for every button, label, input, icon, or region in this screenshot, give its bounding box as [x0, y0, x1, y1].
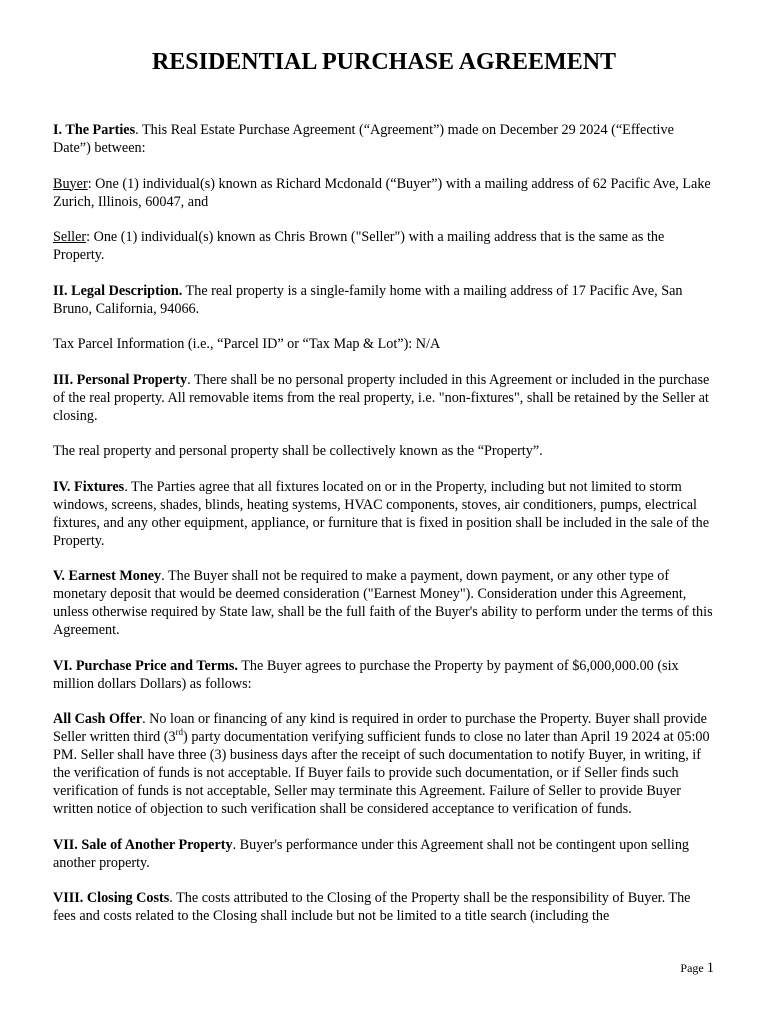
section-text: . The Parties agree that all fixtures located on or in the Property, including but not limited to storm windows, screens, shades, blinds, heating systems, HVAC components, stoves, air conditioners, pumps, electrical fixtures, and any other equipment, appliance, or furniture that is fixed in position shall be included in the sale of the Property. [53, 478, 709, 549]
section-heading: VIII. Closing Costs [53, 890, 170, 906]
section-text: . There shall be no personal property included in this Agreement or included in the purchase of the real property. All removable items from the real property, i.e. "non-fixtures", shall be retained by the Seller at closing. [53, 371, 710, 424]
section-heading: II. Legal Description. [53, 282, 183, 299]
seller-text: : One (1) individual(s) known as Chris Brown ("Seller") with a mailing address that is the same as the Property. [53, 229, 665, 263]
section-text: The Buyer agrees to purchase the Property by payment of $6,000,000.00 (six million dollars Dollars) as follows: [53, 657, 679, 692]
section-cash-offer [53, 710, 715, 818]
section-sale-of-another-property [53, 836, 715, 872]
buyer-label: Buyer [53, 175, 88, 192]
section-closing-costs [53, 889, 715, 925]
section-personal-property [53, 371, 715, 425]
page-label: Page [680, 961, 707, 975]
section-text: . The costs attributed to the Closing of the Property shall be the responsibility of Buyer. The fees and costs related to the Closing shall include but not be limited to a title search (including the [53, 890, 691, 924]
section-fixtures [53, 478, 715, 550]
document-title: RESIDENTIAL PURCHASE AGREEMENT [151, 49, 617, 75]
seller-label: Seller [53, 229, 87, 245]
section-earnest-money [53, 567, 715, 639]
section-heading: V. Earnest Money [53, 568, 162, 584]
section-purchase-price [53, 657, 715, 693]
section-heading: All Cash Offer [53, 711, 143, 727]
section-heading: I. The Parties [53, 122, 136, 138]
seller-paragraph [53, 228, 715, 264]
section-text: . The Buyer shall not be required to make a payment, down payment, or any other type of monetary deposit that would be deemed consideration ("Earnest Money"). Consideration under this Agreement, unless otherwise required by State law, shall be the full faith of the Buyer's ability to perform under the terms of this Agreement. [53, 568, 713, 638]
document-body [53, 121, 715, 943]
section-heading: VII. Sale of Another Property [53, 836, 233, 853]
section-parties [53, 121, 715, 157]
section-heading: III. Personal Property [53, 371, 188, 388]
buyer-paragraph [53, 175, 715, 211]
page-footer [680, 959, 714, 977]
section-text: The real property is a single-family home with a mailing address of 17 Pacific Ave, San Bruno, California, 94066. [53, 282, 683, 317]
tax-parcel-paragraph: Tax Parcel Information (i.e., “Parcel ID” or “Tax Map & Lot”): N/A [53, 336, 441, 352]
page-number: 1 [706, 960, 714, 976]
collective-property-paragraph: The real property and personal property shall be collectively known as the “Property”. [53, 443, 543, 459]
ordinal-superscript: rd [175, 727, 184, 737]
section-legal-description [53, 282, 715, 318]
section-text: . Buyer's performance under this Agreement shall not be contingent upon selling another property. [53, 836, 690, 871]
section-heading: VI. Purchase Price and Terms. [53, 657, 238, 674]
section-text-continued: ) party documentation verifying sufficient funds to close no later than April 19 2024 at 05:00 PM. Seller shall have three (3) business days after the receipt of such documentation to notify Buyer, in writing, if the verification of funds is not acceptable. If Buyer fails to provide such documentation, or if Seller finds such verification of funds is not acceptable, Seller may terminate this Agreement. Failure of Seller to provide Buyer written notice of objection to such verification shall be considered acceptance to verification of funds. [53, 729, 710, 817]
section-text: . No loan or financing of any kind is required in order to purchase the Property. Buyer shall provide Seller written third (3 [53, 711, 707, 745]
section-heading: IV. Fixtures [53, 478, 125, 495]
section-text: . This Real Estate Purchase Agreement (“Agreement”) made on December 29 2024 (“Effective Date”) between: [53, 122, 674, 156]
buyer-text: : One (1) individual(s) known as Richard Mcdonald (“Buyer”) with a mailing address of 62 Pacific Ave, Lake Zurich, Illinois, 60047, and [53, 175, 711, 210]
